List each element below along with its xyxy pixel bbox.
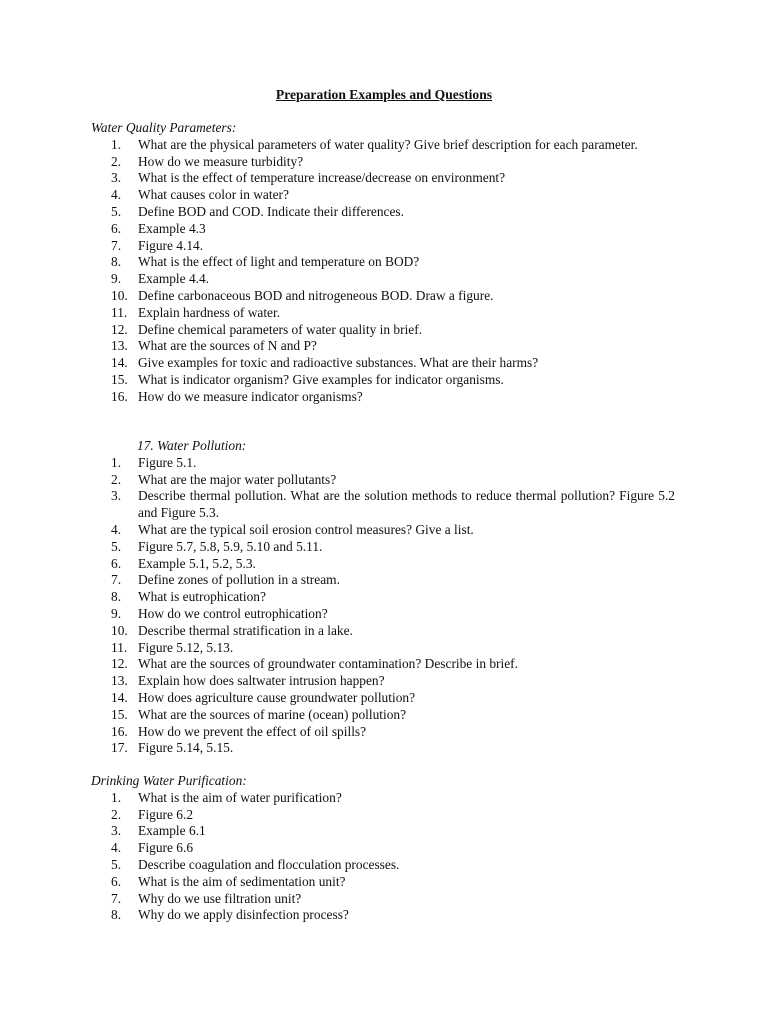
list-item (91, 170, 675, 187)
list-item (91, 355, 675, 372)
item-number: 10. (111, 287, 128, 303)
item-text: How do we measure indicator organisms? (138, 388, 363, 404)
list-item (91, 187, 675, 204)
item-text: Define zones of pollution in a stream. (138, 572, 340, 588)
item-number: 3. (111, 823, 122, 839)
list-item (91, 823, 675, 840)
list-item (91, 623, 675, 640)
item-text: Describe coagulation and flocculation processes. (138, 856, 400, 872)
item-number: 6. (111, 873, 122, 889)
item-text: Define chemical parameters of water quality in brief. (138, 321, 423, 337)
item-number: 12. (111, 656, 128, 672)
list-item (91, 656, 675, 673)
question-list (91, 455, 675, 757)
item-number: 11. (111, 304, 128, 320)
item-text: What is indicator organism? Give examples for indicator organisms. (138, 371, 504, 387)
item-number: 13. (111, 338, 128, 354)
list-item (91, 539, 675, 556)
item-text: What are the major water pollutants? (138, 471, 337, 487)
item-number: 17. (111, 740, 128, 756)
item-number: 8. (111, 907, 122, 923)
item-number: 4. (111, 187, 122, 203)
item-text: Figure 6.2 (138, 806, 194, 822)
item-text: Explain hardness of water. (138, 304, 281, 320)
list-item (91, 640, 675, 657)
item-number: 1. (111, 136, 122, 152)
item-text: What is the aim of sedimentation unit? (138, 873, 346, 889)
list-item (91, 372, 675, 389)
list-item (91, 305, 675, 322)
item-text: Figure 4.14. (138, 237, 204, 253)
item-number: 3. (111, 488, 122, 504)
list-item (91, 254, 675, 271)
list-item (91, 389, 675, 406)
list-item (91, 322, 675, 339)
list-item (91, 472, 675, 489)
question-list (91, 790, 675, 924)
item-text: Example 4.4. (138, 271, 210, 287)
list-item (91, 874, 675, 891)
item-number: 10. (111, 622, 128, 638)
item-text: Example 5.1, 5.2, 5.3. (138, 555, 256, 571)
item-text: How do we control eutrophication? (138, 605, 328, 621)
item-number: 9. (111, 605, 122, 621)
list-item (91, 572, 675, 589)
item-number: 2. (111, 471, 122, 487)
list-item (91, 238, 675, 255)
item-number: 5. (111, 538, 122, 554)
item-number: 2. (111, 153, 122, 169)
item-text: What are the physical parameters of water quality? Give brief description for each parameter. (138, 136, 638, 152)
item-number: 16. (111, 388, 128, 404)
item-text: Figure 5.14, 5.15. (138, 740, 234, 756)
item-number: 1. (111, 454, 122, 470)
item-number: 14. (111, 355, 128, 371)
section-title: Drinking Water Purification: (91, 773, 247, 788)
item-number: 4. (111, 521, 122, 537)
list-item (91, 137, 675, 154)
list-item (91, 740, 675, 757)
list-item (91, 271, 675, 288)
list-item (91, 606, 675, 623)
item-text: Why do we use filtration unit? (138, 890, 302, 906)
list-item (91, 891, 675, 908)
item-number: 16. (111, 723, 128, 739)
item-text: How does agriculture cause groundwater pollution? (138, 689, 416, 705)
list-item (91, 724, 675, 741)
list-item (91, 556, 675, 573)
item-number: 2. (111, 806, 122, 822)
list-item (91, 221, 675, 238)
item-text: Figure 5.7, 5.8, 5.9, 5.10 and 5.11. (138, 538, 323, 554)
list-item (91, 488, 675, 522)
item-number: 1. (111, 789, 122, 805)
item-text: Example 4.3 (138, 220, 206, 236)
list-item (91, 807, 675, 824)
item-number: 8. (111, 589, 122, 605)
list-item (91, 707, 675, 724)
item-number: 3. (111, 170, 122, 186)
item-number: 4. (111, 840, 122, 856)
item-number: 15. (111, 706, 128, 722)
page-title: Preparation Examples and Questions (275, 87, 493, 102)
item-number: 6. (111, 555, 122, 571)
item-text: Figure 6.6 (138, 840, 194, 856)
item-number: 7. (111, 890, 122, 906)
list-item (91, 204, 675, 221)
item-text: What is the effect of light and temperature on BOD? (138, 254, 420, 270)
item-text: Why do we apply disinfection process? (138, 907, 349, 923)
item-text: What are the sources of groundwater contamination? Describe in brief. (138, 656, 518, 672)
list-item (91, 857, 675, 874)
item-text: What are the typical soil erosion control measures? Give a list. (138, 521, 474, 537)
list-item (91, 338, 675, 355)
list-item (91, 690, 675, 707)
item-number: 14. (111, 689, 128, 705)
list-item (91, 288, 675, 305)
section-title: Water Quality Parameters: (91, 120, 237, 135)
item-text: Describe thermal stratification in a lake. (138, 622, 353, 638)
item-number: 15. (111, 371, 128, 387)
item-number: 7. (111, 237, 122, 253)
item-text: How do we measure turbidity? (138, 153, 304, 169)
item-number: 12. (111, 321, 128, 337)
item-number: 7. (111, 572, 122, 588)
item-number: 5. (111, 203, 122, 219)
item-text: Explain how does saltwater intrusion happen? (138, 673, 385, 689)
list-item (91, 673, 675, 690)
list-item (91, 154, 675, 171)
section-water-pollution (91, 438, 675, 757)
list-item (91, 589, 675, 606)
section-drinking-water-purification (91, 773, 675, 924)
list-item (91, 522, 675, 539)
item-text: Example 6.1 (138, 823, 206, 839)
item-text: Give examples for toxic and radioactive substances. What are their harms? (138, 355, 539, 371)
list-item (91, 907, 675, 924)
item-number: 11. (111, 639, 128, 655)
section-water-quality-parameters (91, 120, 675, 406)
item-number: 13. (111, 673, 128, 689)
list-item (91, 790, 675, 807)
section-title: 17. Water Pollution: (137, 438, 247, 453)
item-text: What are the sources of marine (ocean) pollution? (138, 706, 407, 722)
item-text: What is the effect of temperature increase/decrease on environment? (138, 170, 506, 186)
item-text: Figure 5.12, 5.13. (138, 639, 234, 655)
item-text: Describe thermal pollution. What are the solution methods to reduce thermal pollution? Figure 5.2 and Figure 5.3. (138, 488, 675, 521)
list-item (91, 455, 675, 472)
item-text: What is eutrophication? (138, 589, 266, 605)
item-text: Define carbonaceous BOD and nitrogeneous BOD. Draw a figure. (138, 287, 494, 303)
list-item (91, 840, 675, 857)
question-list (91, 137, 675, 406)
item-text: What is the aim of water purification? (138, 789, 342, 805)
item-number: 9. (111, 271, 122, 287)
item-number: 6. (111, 220, 122, 236)
item-number: 5. (111, 856, 122, 872)
item-text: What are the sources of N and P? (138, 338, 317, 354)
item-text: What causes color in water? (138, 187, 289, 203)
item-text: Figure 5.1. (138, 454, 197, 470)
item-text: How do we prevent the effect of oil spills? (138, 723, 367, 739)
item-text: Define BOD and COD. Indicate their differences. (138, 203, 404, 219)
item-number: 8. (111, 254, 122, 270)
